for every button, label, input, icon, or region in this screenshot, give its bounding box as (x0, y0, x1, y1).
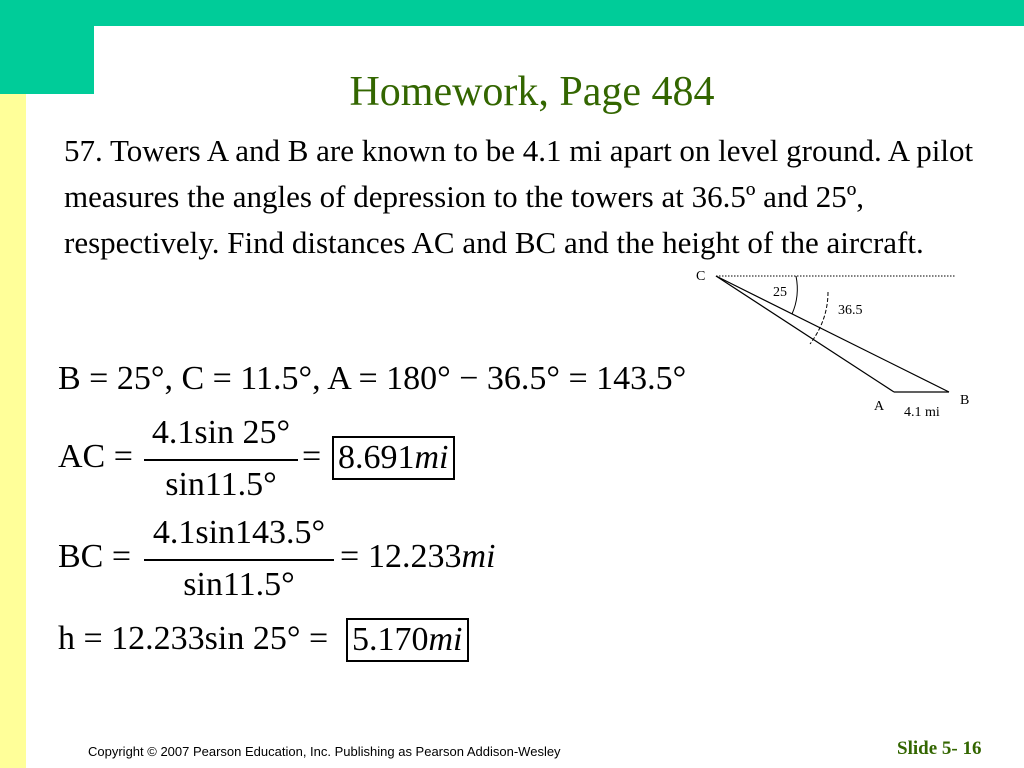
ac-lhs: AC = (58, 438, 133, 475)
label-angle-small: 25 (773, 285, 787, 300)
ac-fraction-bar (144, 459, 298, 461)
angle-arc-small (792, 276, 797, 314)
ac-answer-unit: mi (414, 439, 449, 476)
bc-equals: = (340, 538, 360, 575)
label-a: A (874, 399, 885, 414)
bc-lhs: BC = (58, 538, 132, 575)
slide-number: Slide 5- 16 (897, 738, 982, 759)
top-accent-bar (0, 0, 1024, 26)
line-ca (716, 276, 894, 392)
height-answer-value: 5.170 (352, 621, 429, 658)
ac-equals: = (302, 438, 322, 475)
angle-equations: B = 25°, C = 11.5°, A = 180° − 36.5° = 143.5° (58, 360, 687, 397)
left-accent-bar (0, 94, 26, 768)
triangle-diagram (670, 262, 970, 422)
label-c: C (696, 269, 706, 284)
label-distance: 4.1 mi (904, 405, 940, 420)
bc-numerator: 4.1sin143.5° (152, 514, 326, 551)
height-equation: h = 12.233sin 25° = (58, 620, 329, 657)
bc-result-value: 12.233 (368, 538, 462, 575)
height-answer-unit: mi (428, 621, 463, 658)
problem-statement: 57. Towers A and B are known to be 4.1 mi apart on level ground. A pilot measures the angles of depression to the towers at 36.5º and 25º, respectively. Find distances AC and BC and the height of the aircraft. (64, 133, 974, 260)
bc-denominator: sin11.5° (183, 566, 295, 603)
bc-result (368, 538, 496, 576)
bc-result-unit: mi (461, 538, 496, 575)
angle-arc-large (810, 292, 828, 344)
ac-numerator: 4.1sin 25° (151, 414, 291, 451)
label-angle-large: 36.5 (838, 303, 863, 318)
ac-denominator: sin11.5° (165, 466, 277, 503)
slide-title: Homework, Page 484 (349, 69, 715, 115)
ac-answer-box (332, 436, 455, 480)
copyright-notice: Copyright © 2007 Pearson Education, Inc. Publishing as Pearson Addison-Wesley (88, 744, 561, 759)
line-cb (716, 276, 949, 392)
height-answer-box (346, 618, 469, 662)
bc-fraction-bar (144, 559, 334, 561)
label-b: B (960, 393, 970, 408)
ac-answer-value: 8.691 (338, 439, 415, 476)
